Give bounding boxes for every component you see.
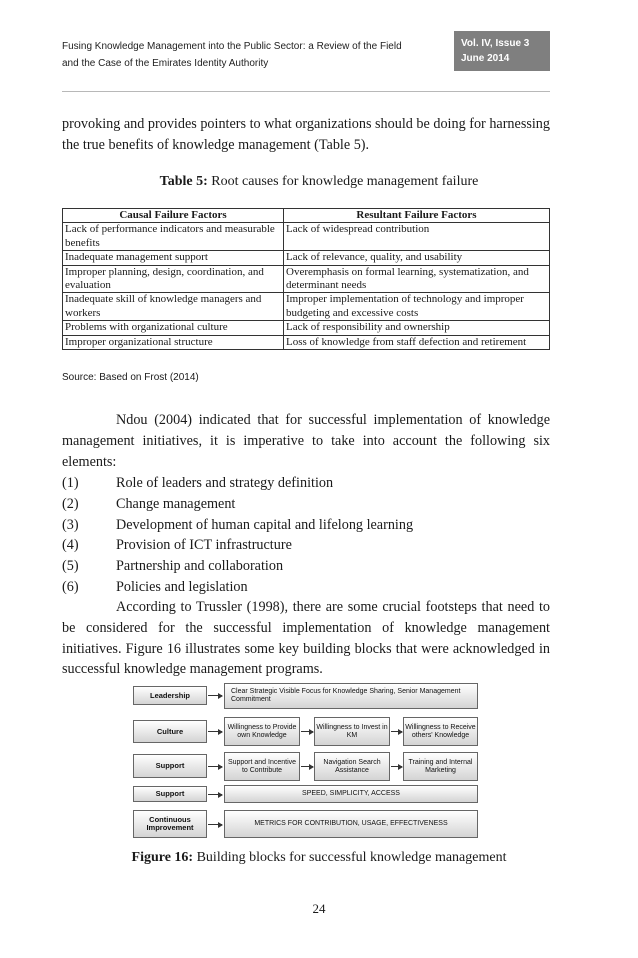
arrow-icon (208, 731, 222, 732)
arrow-icon (208, 766, 222, 767)
table-cell: Lack of relevance, quality, and usability (284, 251, 550, 265)
table-cell: Inadequate management support (63, 251, 284, 265)
table-row (63, 251, 550, 265)
table-cell: Problems with organizational culture (63, 321, 284, 335)
list-item-number: (5) (62, 558, 79, 575)
culture-block: Willingness to Receive others' Knowledge (403, 717, 478, 746)
table-cell: Lack of responsibility and ownership (284, 321, 550, 335)
intro-paragraph: provoking and provides pointers to what organizations should be doing for harnessing the true benefits of knowledge management (Table 5). (62, 116, 550, 153)
table-cell: Loss of knowledge from staff defection and retirement (284, 335, 550, 349)
figure-caption (0, 850, 638, 866)
list-item-number: (6) (62, 578, 79, 595)
arrow-icon (301, 766, 313, 767)
table-cell: Overemphasis on formal learning, systematization, and determinant needs (284, 265, 550, 293)
table-caption-text: Root causes for knowledge management failure (207, 174, 479, 189)
ndou-paragraph: Ndou (2004) indicated that for successful implementation of knowledge management initiatives, it is imperative to take into account the following six elements: (62, 412, 550, 470)
issue-badge (454, 31, 550, 71)
trussler-paragraph: According to Trussler (1998), there are some crucial footsteps that need to be considered for the successful implementation of knowledge management initiatives. Figure 16 illustrates some key building blocks that were acknowledged in successful knowledge management programs. (62, 599, 550, 678)
table-cell: Improper planning, design, coordination, and evaluation (63, 265, 284, 293)
row-label-support: Support (133, 786, 207, 802)
leadership-block: Clear Strategic Visible Focus for Knowledge Sharing, Senior Management Commitment (224, 683, 478, 709)
list-item-number: (4) (62, 537, 79, 554)
row-label-culture: Culture (133, 720, 207, 743)
table-row (63, 335, 550, 349)
row-label-support: Support (133, 754, 207, 778)
running-title-line-2: and the Case of the Emirates Identity Authority (62, 58, 269, 69)
arrow-icon (208, 824, 222, 825)
figure-caption-label: Figure 16: (131, 850, 194, 865)
culture-block: Willingness to Provide own Knowledge (224, 717, 300, 746)
volume-label: Vol. IV, Issue 3 (461, 38, 530, 49)
list-item-text: Change management (116, 495, 236, 512)
building-blocks-diagram (133, 683, 478, 840)
support-block: Navigation Search Assistance (314, 752, 390, 781)
list-item-text: Provision of ICT infrastructure (116, 537, 292, 554)
column-header: Resultant Failure Factors (284, 209, 550, 223)
culture-block: Willingness to Invest in KM (314, 717, 390, 746)
list-item-number: (2) (62, 495, 79, 512)
table-row (63, 265, 550, 293)
table-cell: Improper organizational structure (63, 335, 284, 349)
table-row (63, 293, 550, 321)
table-row (63, 223, 550, 251)
list-item (62, 556, 550, 577)
row-label-leadership: Leadership (133, 686, 207, 705)
list-item (62, 494, 550, 515)
running-header (62, 38, 462, 72)
support-block: Support and Incentive to Contribute (224, 752, 300, 781)
speed-block: SPEED, SIMPLICITY, ACCESS (224, 785, 478, 803)
column-header: Causal Failure Factors (63, 209, 284, 223)
header-divider (62, 91, 550, 92)
page-number: 24 (312, 901, 326, 916)
running-title-line-1: Fusing Knowledge Management into the Public Sector: a Review of the Field (62, 41, 402, 52)
arrow-icon (301, 731, 313, 732)
arrow-icon (208, 794, 222, 795)
table-cell: Improper implementation of technology and improper budgeting and excessive costs (284, 293, 550, 321)
metrics-block: METRICS FOR CONTRIBUTION, USAGE, EFFECTIVENESS (224, 810, 478, 838)
list-item-text: Role of leaders and strategy definition (116, 475, 334, 491)
figure-caption-text: Building blocks for successful knowledge management (193, 850, 507, 865)
list-item (62, 535, 550, 556)
arrow-icon (391, 731, 402, 732)
arrow-icon (208, 695, 222, 696)
table-header-row (63, 209, 550, 223)
table-caption (0, 174, 638, 190)
table-caption-label: Table 5: (159, 174, 208, 189)
elements-list (62, 473, 550, 598)
list-item-number: (3) (62, 516, 79, 533)
table-source-note: Source: Based on Frost (2014) (62, 372, 199, 383)
table-cell: Lack of widespread contribution (284, 223, 550, 251)
support-block: Training and Internal Marketing (403, 752, 478, 781)
list-item (62, 515, 550, 536)
table-cell: Lack of performance indicators and measurable benefits (63, 223, 284, 251)
date-label: June 2014 (461, 53, 510, 64)
arrow-icon (391, 766, 402, 767)
table-row (63, 321, 550, 335)
row-label-continuous-improvement: Continuous Improvement (133, 810, 207, 838)
list-item-text: Policies and legislation (116, 578, 248, 595)
list-item-number: (1) (62, 475, 79, 491)
list-item-text: Partnership and collaboration (116, 558, 284, 575)
list-item (62, 473, 550, 494)
list-item-text: Development of human capital and lifelong learning (116, 516, 414, 533)
table-cell: Inadequate skill of knowledge managers and workers (63, 293, 284, 321)
list-item (62, 577, 550, 598)
failure-factors-table (62, 208, 550, 350)
